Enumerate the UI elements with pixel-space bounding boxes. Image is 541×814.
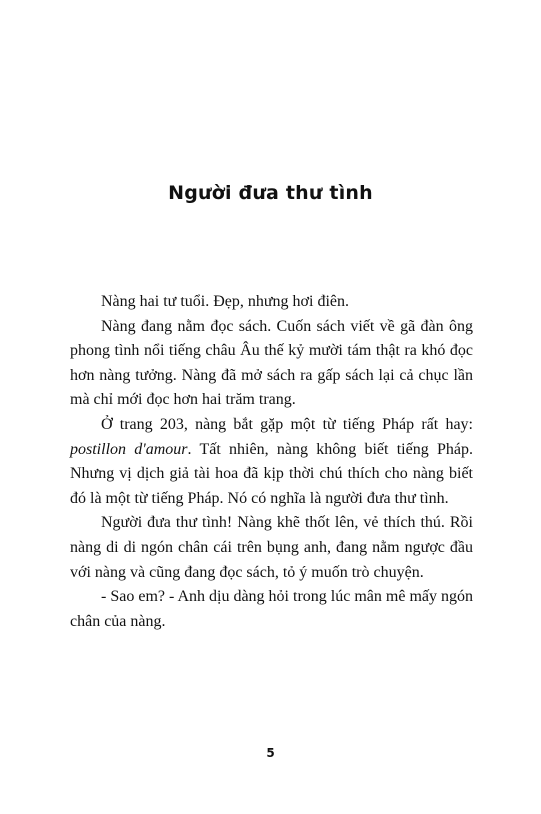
paragraph-3-text-after: . Tất nhiên, nàng không biết tiếng Pháp. Nhưng vị dịch giả tài hoa đã kịp thời chú thích cho nàng biết đó là một từ tiếng Pháp. Nó có nghĩa là người đưa thư tình. [70, 440, 473, 507]
french-term: postillon d'amour [70, 440, 188, 458]
page-number: 5 [266, 746, 275, 760]
chapter-body [70, 290, 473, 634]
paragraph-3-text-before: Ở trang 203, nàng bắt gặp một từ tiếng Pháp rất hay: [101, 415, 473, 433]
paragraph-4: Người đưa thư tình! Nàng khẽ thốt lên, vẻ thích thú. Rồi nàng di di ngón chân cái trên bụng anh, đang nằm ngược đầu với nàng và cũng đang đọc sách, tỏ ý muốn trò chuyện. [70, 514, 473, 581]
paragraph-1: Nàng hai tư tuổi. Đẹp, nhưng hơi điên. [101, 293, 349, 310]
paragraph-5: - Sao em? - Anh dịu dàng hỏi trong lúc mân mê mấy ngón chân của nàng. [70, 588, 473, 630]
paragraph-2: Nàng đang nằm đọc sách. Cuốn sách viết về gã đàn ông phong tình nổi tiếng châu Âu thế kỷ mười tám thật ra khó đọc hơn nàng tưởng. Nàng đã mở sách ra gấp sách lại cả chục lần mà chỉ mới đọc hơn hai trăm trang. [70, 317, 473, 409]
paragraph-3 [70, 413, 473, 511]
chapter-title: Người đưa thư tình [168, 182, 373, 204]
